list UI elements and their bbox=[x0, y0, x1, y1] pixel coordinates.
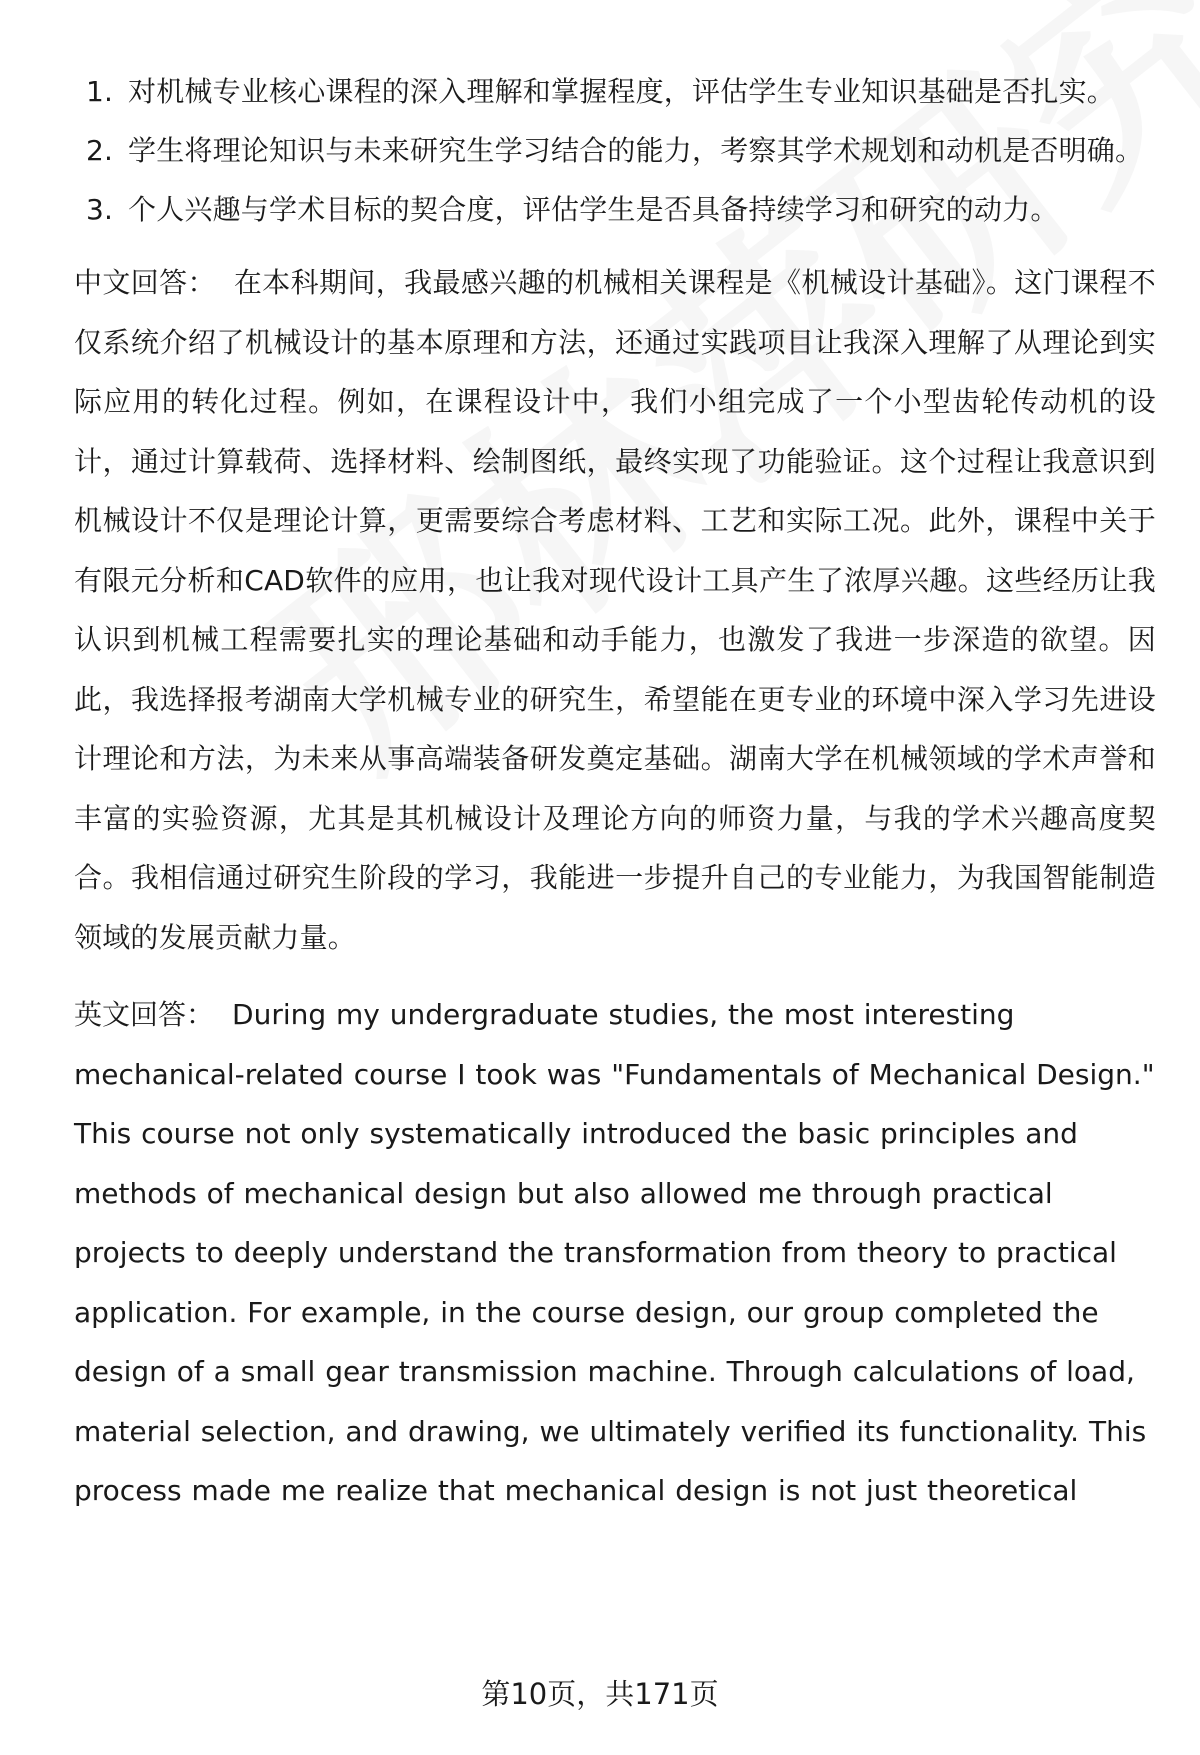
list-item-text: 学生将理论知识与未来研究生学习结合的能力，考察其学术规划和动机是否明确。 bbox=[128, 134, 1144, 167]
list-item-number: 3. bbox=[86, 193, 114, 226]
page-content bbox=[74, 62, 1156, 1521]
chinese-answer-text: 在本科期间，我最感兴趣的机械相关课程是《机械设计基础》。这门课程不仅系统介绍了机械设计的基本原理和方法，还通过实践项目让我深入理解了从理论到实际应用的转化过程。例如，在课程设计中，我们小组完成了一个小型齿轮传动机的设计，通过计算载荷、选择材料、绘制图纸，最终实现了功能验证。这个过程让我意识到机械设计不仅是理论计算，更需要综合考虑材料、工艺和实际工况。此外，课程中关于有限元分析和CAD软件的应用，也让我对现代设计工具产生了浓厚兴趣。这些经历让我认识到机械工程需要扎实的理论基础和动手能力，也激发了我进一步深造的欲望。因此，我选择报考湖南大学机械专业的研究生，希望能在更专业的环境中深入学习先进设计理论和方法，为未来从事高端装备研发奠定基础。湖南大学在机械领域的学术声誉和丰富的实验资源，尤其是其机械设计及理论方向的师资力量，与我的学术兴趣高度契合。我相信通过研究生阶段的学习，我能进一步提升自己的专业能力，为我国智能制造领域的发展贡献力量。 bbox=[74, 266, 1156, 954]
list-item bbox=[74, 62, 1156, 121]
english-answer-text: During my undergraduate studies, the most interesting mechanical-related course I took was "Fundamentals of Mechanical Design." This course not only systematically introduced the basic principles and methods of mechanical design but also allowed me through practical projects to deeply understand the transformation from theory to practical application. For example, in the course design, our group completed the design of a small gear transmission machine. Through calculations of load, material selection, and drawing, we ultimately verified its functionality. This process made me realize that mechanical design is not just theoretical bbox=[74, 998, 1155, 1507]
chinese-answer-paragraph bbox=[74, 253, 1156, 967]
english-answer-paragraph bbox=[74, 985, 1156, 1521]
page-number-footer: 第10页，共171页 bbox=[481, 1677, 719, 1711]
english-answer-label: 英文回答： bbox=[74, 998, 215, 1031]
list-item-number: 1. bbox=[86, 75, 114, 108]
list-item-text: 个人兴趣与学术目标的契合度，评估学生是否具备持续学习和研究的动力。 bbox=[128, 193, 1059, 226]
chinese-answer-label: 中文回答： bbox=[74, 266, 216, 299]
list-item-text: 对机械专业核心课程的深入理解和掌握程度，评估学生专业知识基础是否扎实。 bbox=[128, 75, 1116, 108]
evaluation-points-list bbox=[74, 62, 1156, 239]
list-item-number: 2. bbox=[86, 134, 114, 167]
list-item bbox=[74, 121, 1156, 180]
list-item bbox=[74, 180, 1156, 239]
